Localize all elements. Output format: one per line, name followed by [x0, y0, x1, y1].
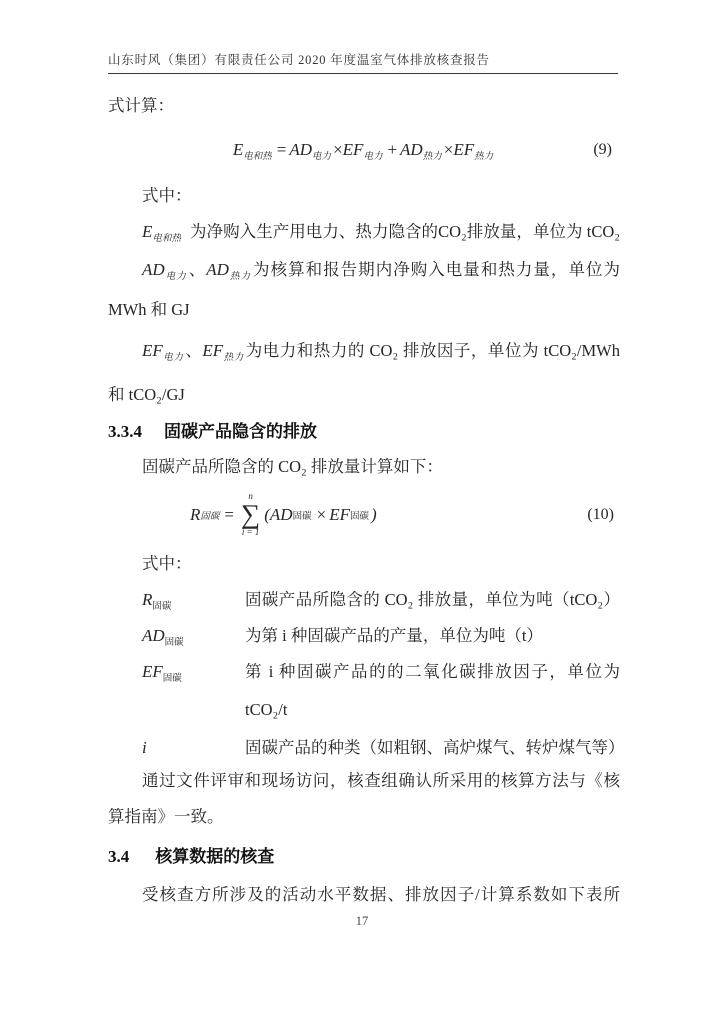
formula-var: AD — [142, 626, 165, 645]
definition-row-ef — [142, 660, 620, 722]
formula-var: i — [142, 738, 147, 757]
formula-var: R — [142, 590, 153, 609]
sigma-icon: ∑ — [241, 499, 261, 529]
definition-description — [245, 660, 620, 722]
formula-9 — [108, 140, 620, 162]
page-header — [108, 50, 618, 74]
formula-var: AD — [400, 140, 423, 159]
formula-operator: × — [316, 504, 327, 524]
formula-subscript: 电和热 — [243, 152, 272, 162]
formula-var: E — [142, 222, 153, 241]
confirmation-paragraph-line2: 算指南》一致。 — [108, 807, 224, 826]
formula-subscript: 固碳 — [200, 511, 220, 522]
summation-symbol — [241, 492, 260, 537]
definition-term — [142, 588, 245, 619]
formula-subscript: 热力 — [228, 272, 252, 282]
definition-description: 固碳产品所隐含的 CO₂ 排放量，单位为吨（tCO₂） — [245, 590, 620, 609]
formula-var: EF — [329, 504, 350, 524]
definition-row-ad — [142, 624, 620, 655]
formula-subscript: 固碳 — [349, 511, 369, 522]
definition-e-line — [142, 220, 620, 251]
formula-operator: + — [387, 140, 398, 159]
definition-description: 为第 i 种固碳产品的产量，单位为吨（t） — [245, 626, 543, 645]
formula-operator: × — [333, 140, 343, 159]
formula-subscript: 热力 — [422, 152, 442, 162]
section-number: 3.4 — [108, 847, 130, 866]
formula-var: EF — [202, 341, 224, 360]
definition-description-line2: tCO₂/t — [245, 700, 288, 719]
definition-row-r — [142, 588, 620, 619]
formula-10-intro: 固碳产品所隐含的 CO₂ 排放量计算如下： — [142, 457, 443, 476]
formula-10-body — [190, 492, 377, 537]
formula-subscript: 固碳 — [292, 511, 312, 522]
definition-term — [142, 736, 245, 760]
formula-subscript: 电力 — [312, 152, 332, 162]
formula-10 — [108, 492, 620, 548]
formula-subscript: 热力 — [223, 353, 244, 363]
section-title: 固碳产品隐含的排放 — [164, 422, 317, 441]
formula-9-body — [232, 140, 495, 162]
formula-var: EF — [342, 140, 364, 159]
formula-var: E — [232, 140, 244, 159]
formula-var: EF — [142, 341, 163, 360]
definition-description: 固碳产品的种类（如粗钢、高炉煤气、转炉煤气等） — [245, 738, 625, 757]
formula-operator: = — [224, 504, 234, 524]
where-line-1: 式中： — [142, 186, 192, 205]
formula-subscript: 电和热 — [152, 234, 182, 244]
formula-var: EF — [142, 662, 163, 681]
formula-subscript: 电力 — [363, 152, 383, 162]
paren-open: ( — [264, 504, 270, 524]
page-number: 17 — [355, 914, 369, 928]
formula-var: AD — [269, 504, 293, 524]
formula-subscript: 电力 — [164, 272, 187, 282]
formula-subscript: 固碳 — [152, 602, 172, 612]
intro-line: 式计算： — [108, 96, 174, 115]
section-number: 3.3.4 — [108, 422, 142, 441]
section-heading-3-4 — [108, 842, 620, 867]
formula-9-number: (9) — [593, 141, 612, 158]
definition-description-line1: 第 i 种固碳产品的的二氧化碳排放因子，单位为 — [245, 662, 620, 681]
definition-row-i — [142, 736, 625, 760]
formula-subscript: 固碳 — [164, 638, 184, 648]
formula-var: AD — [289, 140, 313, 159]
definition-ef-line — [142, 339, 620, 370]
confirmation-paragraph-line1: 通过文件评审和现场访问，核查组确认所采用的核算方法与《核 — [142, 771, 620, 790]
definition-ad-line — [142, 258, 620, 289]
formula-var: AD — [142, 260, 165, 279]
formula-operator: × — [443, 140, 454, 159]
formula-10-number: (10) — [587, 506, 614, 523]
definition-term — [142, 660, 245, 722]
separator: 、 — [185, 341, 203, 360]
formula-var: AD — [206, 260, 229, 279]
formula-var: R — [190, 504, 201, 524]
formula-subscript: 电力 — [162, 353, 184, 363]
definition-ef-continuation: 和 tCO₂/GJ — [108, 385, 185, 404]
section-title: 核算数据的核查 — [155, 847, 275, 866]
definition-text: 为净购入生产用电力、热力隐含的CO₂排放量，单位为 tCO₂ — [190, 222, 620, 241]
final-paragraph-line: 受核查方所涉及的活动水平数据、排放因子/计算系数如下表所 — [142, 885, 620, 904]
formula-operator: = — [276, 140, 287, 159]
definition-term — [142, 624, 245, 655]
formula-subscript: 热力 — [474, 152, 494, 162]
header-title: 山东时风（集团）有限责任公司 2020 年度温室气体排放核查报告 — [108, 53, 490, 67]
separator: 、 — [188, 260, 207, 279]
section-heading-3-3-4 — [108, 417, 620, 442]
where-line-2: 式中： — [142, 554, 192, 573]
summation-upper-limit: n — [248, 491, 253, 501]
definition-text: 为核算和报告期内净购入电量和热力量，单位为 — [253, 260, 620, 279]
formula-subscript: 固碳 — [162, 674, 182, 684]
definition-ad-continuation: MWh 和 GJ — [108, 300, 190, 319]
formula-var: EF — [453, 140, 475, 159]
paren-close: ) — [371, 504, 377, 524]
definition-text: 为电力和热力的 CO₂ 排放因子，单位为 tCO₂/MWh — [245, 341, 620, 360]
summation-lower-limit: i = 1 — [241, 527, 260, 537]
